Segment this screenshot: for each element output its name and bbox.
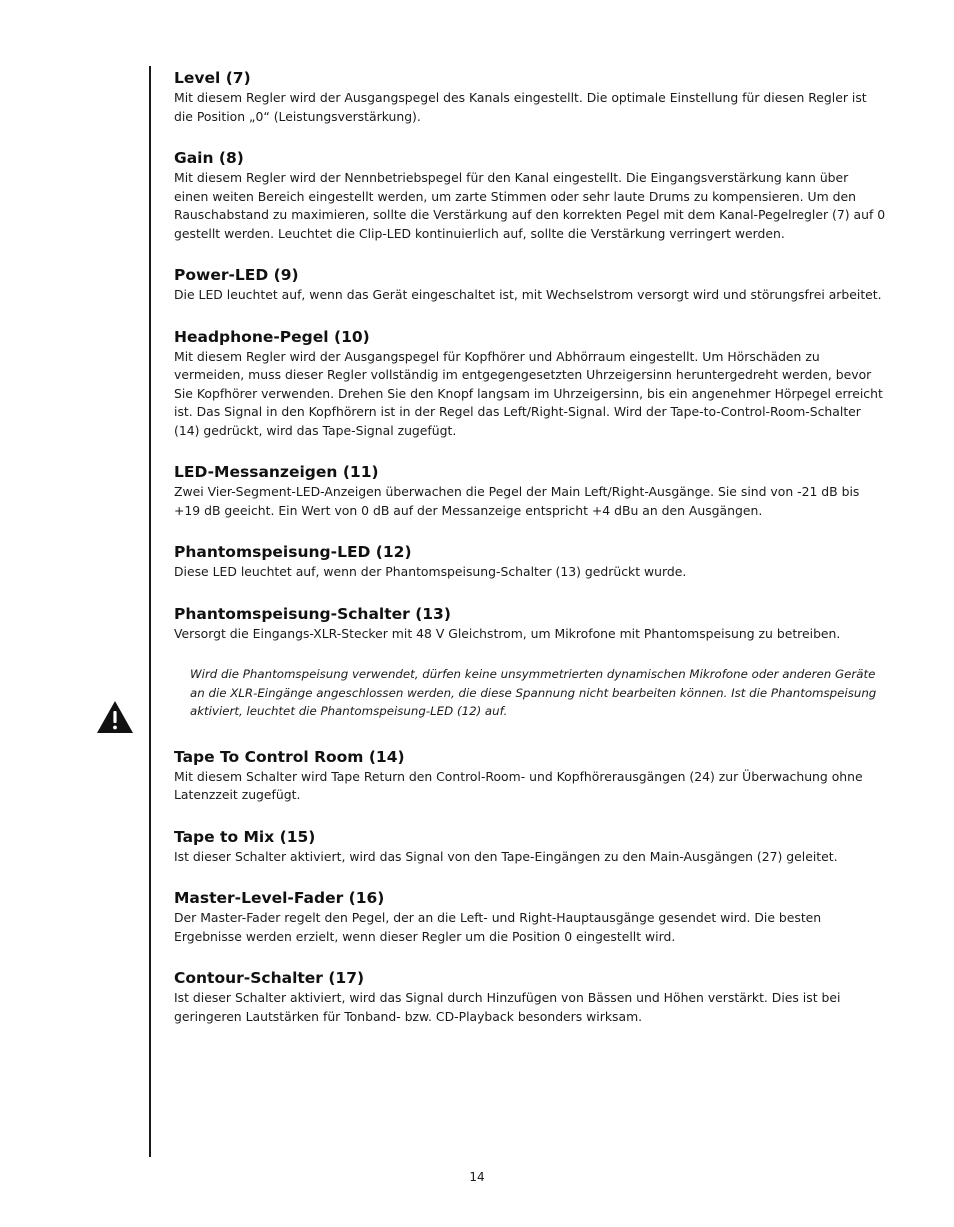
page-number: 14 xyxy=(469,1170,485,1184)
section-text: Mit diesem Schalter wird Tape Return den Control-Room- und Kopfhörerausgängen (24) zur Überwachung ohne Latenzzeit zugefügt. xyxy=(174,768,863,802)
section-text: Mit diesem Regler wird der Nennbetriebspegel für den Kanal eingestellt. Die Eingangsverstärkung kann über einen weiten Bereich eingestellt werden, um zarte Stimmen oder sehr laute Drums zu kompensieren. Um den Rauschabstand zu maximieren, sollte die Verstärkung auf den korrekten Pegel mit dem Kanal-Pegelregler (7) auf 0 gestellt werden. Leuchtet die Clip-LED kontinuierlich auf, sollte die Verstärkung verringert werden. xyxy=(174,170,886,241)
section-gain xyxy=(174,148,886,243)
section-text: Diese LED leuchtet auf, wenn der Phantomspeisung-Schalter (13) gedrückt wurde. xyxy=(174,564,687,579)
section-text: Der Master-Fader regelt den Pegel, der an die Left- und Right-Hauptausgänge gesendet wird. Die besten Ergebnisse werden erzielt, wenn dieser Regler um die Position 0 eingestellt wird. xyxy=(174,910,822,944)
section-power-led xyxy=(174,265,886,305)
section-heading: Power-LED (9) xyxy=(174,266,299,284)
section-heading: Tape To Control Room (14) xyxy=(174,747,405,766)
section-text: Ist dieser Schalter aktiviert, wird das Signal von den Tape-Eingängen zu den Main-Ausgängen (27) geleitet. xyxy=(174,848,838,864)
section-text: Die LED leuchtet auf, wenn das Gerät eingeschaltet ist, mit Wechselstrom versorgt wird und störungsfrei arbeitet. xyxy=(174,287,882,302)
section-text: Mit diesem Regler wird der Ausgangspegel für Kopfhörer und Abhörraum eingestellt. Um Hörschäden zu vermeiden, muss dieser Regler vollständig im entgegengesetzten Uhrzeigersinn heruntergedreht werden, bevor Sie Kopfhörer verwenden. Drehen Sie den Knopf langsam im Uhrzeigersinn, bis ein angenehmer Hörpegel erreicht ist. Das Signal in den Kopfhörern ist in der Regel das Left/Right-Signal. Wird der Tape-to-Control-Room-Schalter (14) gedrückt, wird das Tape-Signal zugefügt. xyxy=(174,348,883,438)
section-phantomspeisung-schalter xyxy=(174,604,886,644)
margin-rule xyxy=(149,66,151,1157)
warning-triangle-icon xyxy=(96,700,134,734)
section-phantomspeisung-led xyxy=(174,542,886,582)
section-heading: Phantomspeisung-LED (12) xyxy=(174,543,412,561)
section-text: Zwei Vier-Segment-LED-Anzeigen überwachen die Pegel der Main Left/Right-Ausgänge. Sie sind von -21 dB bis +19 dB geeicht. Ein Wert von 0 dB auf der Messanzeige entspricht +4 dBu an den Ausgängen. xyxy=(174,484,860,518)
section-heading: Master-Level-Fader (16) xyxy=(174,889,385,907)
section-tape-to-control-room xyxy=(174,747,886,805)
section-heading: Headphone-Pegel (10) xyxy=(174,327,370,346)
section-heading: Contour-Schalter (17) xyxy=(174,969,365,987)
section-headphone-pegel xyxy=(174,327,886,441)
warning-text: Wird die Phantomspeisung verwendet, dürfen keine unsymmetrierten dynamischen Mikrofone oder anderen Geräte an die XLR-Eingänge angeschlossen werden, die diese Spannung nicht bearbeiten können. Ist die Phantomspeisung aktiviert, leuchtet die Phantomspeisung-LED (12) auf. xyxy=(190,667,877,718)
section-level xyxy=(174,68,886,126)
section-heading: Phantomspeisung-Schalter (13) xyxy=(174,604,451,623)
section-master-level-fader xyxy=(174,888,886,946)
section-text: Ist dieser Schalter aktiviert, wird das Signal durch Hinzufügen von Bässen und Höhen verstärkt. Dies ist bei geringeren Lautstärken für Tonband- bzw. CD-Playback besonders wirksam. xyxy=(174,990,841,1024)
section-heading: Level (7) xyxy=(174,69,251,87)
section-text: Versorgt die Eingangs-XLR-Stecker mit 48 V Gleichstrom, um Mikrofone mit Phantomspeisung zu betreiben. xyxy=(174,625,841,641)
section-contour-schalter xyxy=(174,968,886,1026)
section-led-messanzeigen xyxy=(174,462,886,520)
section-text: Mit diesem Regler wird der Ausgangspegel des Kanals eingestellt. Die optimale Einstellung für diesen Regler ist die Position „0“ (Leistungsverstärkung). xyxy=(174,90,867,124)
section-heading: LED-Messanzeigen (11) xyxy=(174,463,379,481)
document-body xyxy=(174,68,886,1048)
section-heading: Tape to Mix (15) xyxy=(174,827,316,846)
section-tape-to-mix xyxy=(174,827,886,867)
warning-note xyxy=(174,665,886,721)
section-heading: Gain (8) xyxy=(174,149,244,167)
